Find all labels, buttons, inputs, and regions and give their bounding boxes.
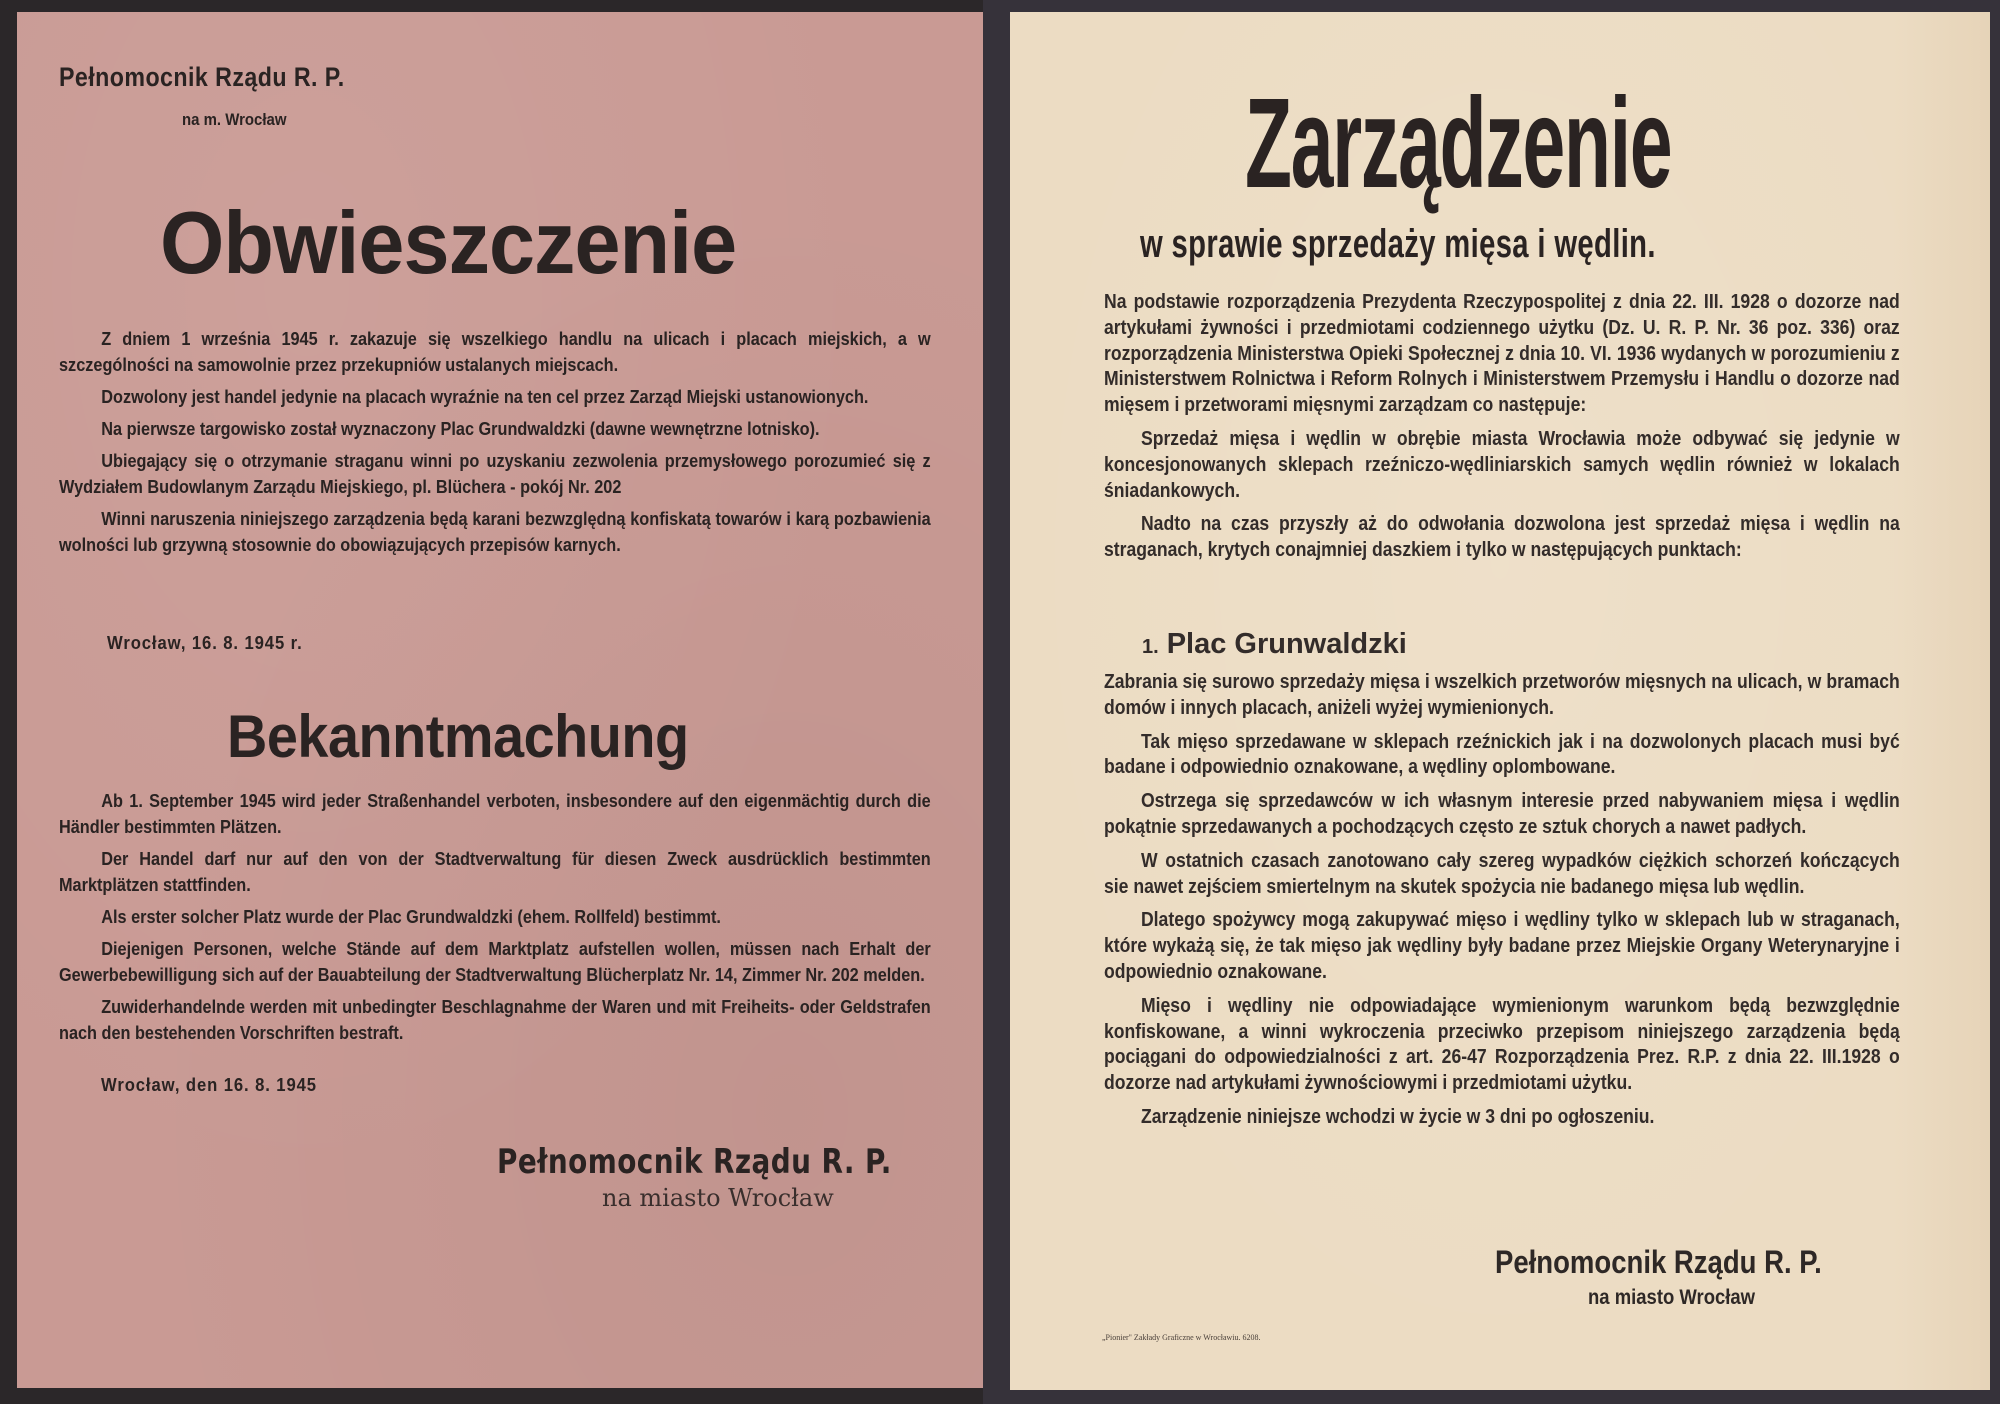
subtitle: w sprawie sprzedaży mięsa i wędlin. — [1140, 222, 1656, 266]
paragraph: Zuwiderhandelnde werden mit unbedingter Beschlagnahme der Waren und mit Freiheits- oder Geldstrafen nach den bestehenden Vorschriften bestraft. — [59, 996, 931, 1043]
title: Zarządzenie — [1245, 72, 1672, 215]
title-german: Bekanntmachung — [227, 703, 689, 770]
title-polish: Obwieszczenie — [160, 193, 737, 292]
list-item-name: Plac Grunwaldzki — [1166, 628, 1407, 660]
paragraph: Winni naruszenia niniejszego zarządzenia będą karani bezwzględną konfiskatą towarów i karą pozbawienia wolności lub grzywną stosownie do obowiązujących przepisów karnych. — [59, 508, 931, 555]
paragraph: Mięso i wędliny nie odpowiadające wymienionym warunkom będą bezwzględnie konfiskowane, a winni wykroczenia przeciwko przepisom niniejszego zarządzenia będą pociągani do odpowiedzialności z art. 26-47 Rozporządzenia Prez. R.P. z dnia 22. III.1928 o dozorze nad artykułami żywnościowymi i przedmiotami użytku. — [1104, 994, 1900, 1095]
paragraph: Tak mięso sprzedawane w sklepach rzeźnickich jak i na dozwolonych placach musi być badane i odpowiednio oznakowane, a wędliny oplombowane. — [1104, 730, 1900, 779]
intro-paragraph: Na podstawie rozporządzenia Prezydenta Rzeczypospolitej z dnia 22. III. 1928 o dozorze nad artykułami żywności i przedmiotami codziennego użytku (Dz. U. R. P. Nr. 36 poz. 336) oraz rozporządzenia Ministerstwa Opieki Społecznej z dnia 10. VI. 1936 wydanych w porozumieniu z Ministerstwem Rolnictwa i Reform Rolnych i Ministerstwem Przemysłu i Handlu o dozorze nad mięsem i przetworami mięsnymi zarządzam co następuje: — [1104, 291, 1900, 417]
printer-credit: „Pionier" Zakłady Graficzne w Wrocławiu. 6208. — [1102, 1333, 1261, 1342]
polish-text-block — [59, 326, 931, 558]
signature: Pełnomocnik Rządu R. P. — [1495, 1244, 1822, 1280]
issuer-city: na m. Wrocław — [182, 110, 287, 129]
intro-block — [1104, 290, 1900, 564]
poster-zarzadzenie — [1010, 12, 1990, 1390]
signature-city: na miasto Wrocław — [1588, 1286, 1756, 1309]
german-text-block — [59, 788, 931, 1046]
paragraph: Ostrzega się sprzedawców w ich własnym interesie przed nabywaniem mięsa i wędlin pokątnie sprzedawanych a pochodzących często ze sztuk chorych a nawet padłych. — [1104, 790, 1900, 838]
issuer-heading: Pełnomocnik Rządu R. P. — [59, 62, 345, 92]
signature: Pełnomocnik Rządu R. P. — [497, 1142, 892, 1182]
paragraph: Der Handel darf nur auf den von der Stadtverwaltung für diesen Zweck ausdrücklich bestimmten Marktplätzen stattfinden. — [59, 848, 931, 895]
paragraph: Sprzedaż mięsa i wędlin w obrębie miasta Wrocławia może odbywać się jedynie w koncesjonowanych sklepach rzeźniczo-wędliniarskich samych wędlin również w lokalach śniadankowych. — [1104, 427, 1900, 502]
paragraph: Zabrania się surowo sprzedaży mięsa i wszelkich przetworów mięsnych na ulicach, w bramach domów i innych placach, aniżeli wyżej wymienionych. — [1104, 671, 1900, 719]
paragraph: Ab 1. September 1945 wird jeder Straßenhandel verboten, insbesondere auf den eigenmächtig durch die Händler bestimmten Plätzen. — [59, 790, 931, 837]
poster-obwieszczenie — [17, 12, 983, 1388]
list-item-number: 1. — [1142, 636, 1159, 658]
list-item — [1142, 628, 1407, 661]
date-polish: Wrocław, 16. 8. 1945 r. — [107, 632, 303, 653]
paragraph: Dlatego spożywcy mogą zakupywać mięso i wędliny tylko w sklepach lub w straganach, które wykażą się, że tak mięso jak wędliny były badane przez Miejskie Organy Weterynaryjne i odpowiednio oznakowane. — [1104, 909, 1900, 983]
paragraph: Als erster solcher Platz wurde der Plac Grundwaldzki (ehem. Rollfeld) bestimmt. — [101, 906, 721, 927]
paragraph: Ubiegający się o otrzymanie straganu winni po uzyskaniu zezwolenia przemysłowego porozumieć się z Wydziałem Budowlanym Zarządu Miejskiego, pl. Blüchera - pokój Nr. 202 — [59, 450, 931, 497]
main-text-block — [1104, 670, 1900, 1131]
paragraph: Nadto na czas przyszły aż do odwołania dozwolona jest sprzedaż mięsa i wędlin na straganach, krytych conajmniej daszkiem i tylko w następujących punktach: — [1104, 513, 1900, 562]
date-german: Wrocław, den 16. 8. 1945 — [101, 1074, 317, 1095]
paragraph: Na pierwsze targowisko został wyznaczony Plac Grundwaldzki (dawne wewnętrzne lotnisko). — [101, 418, 820, 439]
paragraph: Dozwolony jest handel jedynie na placach wyraźnie na ten cel przez Zarząd Miejski ustanowionych. — [101, 386, 869, 407]
paragraph: W ostatnich czasach zanotowano cały szereg wypadków ciężkich schorzeń kończących sie nawet zejściem smiertelnym na skutek spożycia nie badanego mięsa lub wędlin. — [1104, 849, 1900, 898]
paragraph: Zarządzenie niniejsze wchodzi w życie w 3 dni po ogłoszeniu. — [1140, 1105, 1655, 1128]
signature-city: na miasto Wrocław — [602, 1184, 834, 1212]
paragraph: Z dniem 1 września 1945 r. zakazuje się wszelkiego handlu na ulicach i placach miejskich, a w szczególności na samowolnie przez przekupniów ustalanych miejscach. — [59, 328, 931, 375]
paragraph: Diejenigen Personen, welche Stände auf dem Marktplatz aufstellen wollen, müssen nach Erhalt der Gewerbebewilligung sich auf der Bauabteilung der Stadtverwaltung Blücherplatz Nr. 14, Zimmer Nr. 202 melden. — [59, 938, 931, 985]
